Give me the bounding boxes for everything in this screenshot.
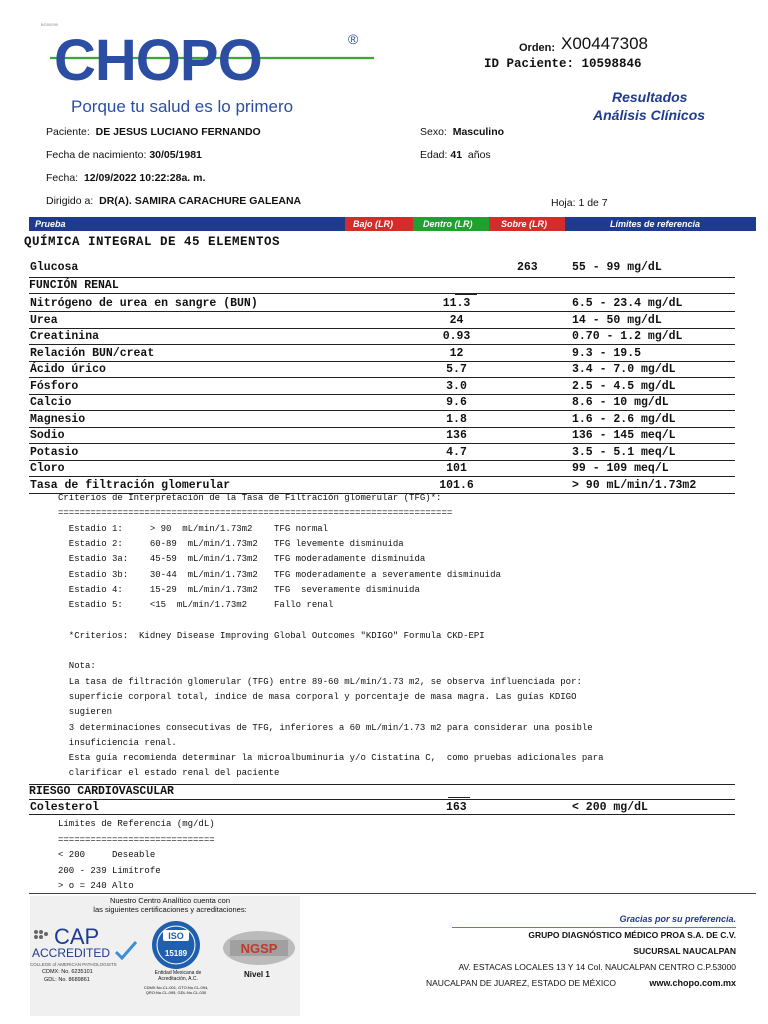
- note-line: Criterios de Interpretación de la Tasa de Filtración glomerular (TFG)*:: [58, 493, 442, 503]
- test-value: 101: [446, 462, 467, 475]
- row-separator: [29, 293, 735, 294]
- note-line: Límites de Referencia (mg/dL): [58, 819, 215, 829]
- cert-line2: las siguientes certificaciones y acreditaciones:: [93, 905, 247, 914]
- cert-heading: [40, 896, 300, 914]
- nacimiento-field: [46, 149, 202, 161]
- exam-title: QUÍMICA INTEGRAL DE 45 ELEMENTOS: [24, 235, 281, 249]
- test-reference: 0.70 - 1.2 mg/dL: [572, 330, 683, 343]
- result-row: [29, 412, 735, 428]
- test-value: 9.6: [446, 396, 467, 409]
- band-prueba-label: Prueba: [35, 219, 66, 229]
- note-line: Esta guía recomienda determinar la microalbuminuria y/o Cistatina C, como pruebas adicionales para: [58, 753, 604, 763]
- result-row-glucosa: [29, 260, 735, 276]
- test-value-high: 263: [517, 261, 538, 274]
- test-name: Ácido úrico: [30, 363, 106, 376]
- note-line: sugieren: [58, 707, 113, 717]
- green-divider: [452, 927, 736, 928]
- row-separator: [29, 410, 735, 411]
- logo-wordmark: CHOPO: [54, 30, 262, 93]
- note-line: Estadio 3a: 45-59 mL/min/1.73m2 TFG moderadamente disminuida: [58, 554, 426, 564]
- test-reference: 9.3 - 19.5: [572, 347, 642, 360]
- ngsp-logo: [220, 928, 298, 968]
- note-line: Nota:: [58, 661, 96, 671]
- test-value: 5.7: [446, 363, 467, 376]
- sexo-value: Masculino: [452, 126, 505, 138]
- note-line: *Criterios: Kidney Disease Improving Global Outcomes "KDIGO" Formula CKD-EPI: [58, 631, 485, 641]
- note-line: 3 determinaciones consecutivas de TFG, inferiores a 60 mL/min/1.73 m2 para considerar una posible: [58, 723, 593, 733]
- cap-text: CAP: [54, 924, 100, 949]
- test-reference: 14 - 50 mg/dL: [572, 314, 662, 327]
- cap-cdmx: CDMX: No. 6235101: [42, 969, 93, 975]
- footer-divider: [29, 893, 756, 894]
- analisis-title: Análisis Clínicos: [593, 107, 706, 123]
- tagline: Porque tu salud es lo primero: [71, 97, 294, 116]
- result-row: [29, 313, 735, 329]
- note-line: 200 - 239 Limítrofe: [58, 866, 161, 876]
- test-reference: 1.6 - 2.6 mg/dL: [572, 413, 676, 426]
- value-marker: [455, 294, 477, 295]
- ngsp-text: NGSP: [240, 941, 278, 956]
- paciente-field: [46, 126, 261, 138]
- test-reference: 3.4 - 7.0 mg/dL: [572, 363, 676, 376]
- hoja-label: Hoja:: [551, 197, 576, 209]
- cap-gdl: GDL: No. 8689861: [44, 977, 90, 983]
- test-reference: 55 - 99 mg/dL: [572, 261, 662, 274]
- row-separator: [29, 377, 735, 378]
- row-separator: [29, 476, 735, 477]
- test-name: Cloro: [30, 462, 65, 475]
- address-line: AV. ESTACAS LOCALES 13 Y 14 Col. NAUCALPAN CENTRO C.P.53000: [458, 962, 736, 972]
- grupo-name: GRUPO DIAGNÓSTICO MÉDICO PROA S.A. DE C.V.: [528, 930, 736, 940]
- test-value: 3.0: [446, 380, 467, 393]
- fecha-label: Fecha:: [46, 172, 79, 184]
- test-name: Colesterol: [30, 801, 100, 814]
- band-limites-label: Límites de referencia: [610, 219, 701, 229]
- test-name: Relación BUN/creat: [30, 347, 155, 360]
- test-value: 1.8: [446, 413, 467, 426]
- iso-number: 15189: [164, 949, 188, 958]
- band-sobre-label: Sobre (LR): [501, 219, 547, 229]
- result-row: [29, 296, 735, 312]
- note-line: > o = 240 Alto: [58, 881, 134, 891]
- note-line: La tasa de filtración glomerular (TFG) entre 89-60 mL/min/1.73 m2, se observa influenciada por:: [58, 677, 582, 687]
- dirigido-field: [46, 195, 301, 207]
- note-line: Estadio 3b: 30-44 mL/min/1.73m2 TFG moderadamente a severamente disminuida: [58, 570, 501, 580]
- test-value: 101.6: [439, 479, 474, 492]
- sexo-field: [420, 126, 504, 138]
- result-row: [29, 395, 735, 411]
- hoja-value: 1 de 7: [578, 197, 608, 209]
- test-name: Creatinina: [30, 330, 100, 343]
- iso-text: ISO: [168, 931, 184, 941]
- band-dentro: [413, 217, 489, 231]
- test-name: Calcio: [30, 396, 72, 409]
- row-separator: [29, 311, 735, 312]
- test-value: 12: [449, 347, 464, 360]
- gracias-text: Gracias por su preferencia.: [619, 914, 736, 924]
- ngsp-nivel: Nivel 1: [244, 970, 270, 979]
- dirigido-value: DR(A). SAMIRA CARACHURE GALEANA: [99, 195, 302, 207]
- test-name: Potasio: [30, 446, 79, 459]
- test-value: 24: [449, 314, 464, 327]
- sexo-label: Sexo:: [420, 126, 447, 138]
- iso-15189-logo: [145, 920, 207, 970]
- test-value: 163: [446, 801, 467, 814]
- fecha-field: [46, 172, 205, 184]
- cap-subtitle: COLLEGE of AMERICAN PATHOLOGISTS: [30, 962, 117, 967]
- orden-label: Orden:: [519, 42, 556, 54]
- section-funcion-renal: FUNCIÓN RENAL: [29, 279, 119, 292]
- row-separator: [29, 814, 735, 815]
- result-row: [29, 362, 735, 378]
- row-separator: [29, 277, 735, 278]
- edad-label: Edad:: [420, 149, 448, 161]
- website-link[interactable]: www.chopo.com.mx: [649, 978, 736, 988]
- test-value: 11.3: [442, 297, 471, 310]
- test-name: Nitrógeno de urea en sangre (BUN): [30, 297, 258, 310]
- fecha-value: 12/09/2022 10:22:28a. m.: [83, 172, 206, 184]
- paciente-label: Paciente:: [46, 126, 90, 138]
- result-row: [29, 461, 735, 477]
- section-riesgo-cardiovascular: RIESGO CARDIOVASCULAR: [29, 785, 174, 798]
- dirigido-label: Dirigido a:: [46, 195, 94, 207]
- hoja-field: [551, 197, 608, 209]
- orden-value: X00447308: [561, 34, 648, 53]
- band-sobre: [489, 217, 565, 231]
- accredited-text: ACCREDITED: [32, 946, 111, 960]
- test-reference: 99 - 109 meq/L: [572, 462, 669, 475]
- result-row: [29, 428, 735, 444]
- note-line: =========================================================================: [58, 508, 453, 518]
- test-value: 4.7: [446, 446, 467, 459]
- test-name: Urea: [30, 314, 58, 327]
- band-dentro-label: Dentro (LR): [423, 219, 473, 229]
- band-limites: [565, 217, 756, 231]
- id-label: ID Paciente:: [484, 57, 575, 71]
- edad-value: 41: [450, 149, 463, 161]
- paciente-value: DE JESUS LUCIANO FERNANDO: [95, 126, 261, 138]
- test-name: Sodio: [30, 429, 65, 442]
- test-name: Magnesio: [30, 413, 86, 426]
- id-paciente: [484, 57, 642, 71]
- test-reference: < 200 mg/dL: [572, 801, 648, 814]
- nacimiento-value: 30/05/1981: [149, 149, 202, 161]
- result-row: [29, 445, 735, 461]
- note-line: superficie corporal total, índice de masa corporal y porcentaje de masa magra. Las guías KDIGO: [58, 692, 577, 702]
- row-separator: [29, 344, 735, 345]
- logo-code: BG00099: [41, 22, 58, 27]
- test-reference: > 90 mL/min/1.73m2: [572, 479, 697, 492]
- row-separator: [29, 443, 735, 444]
- test-reference: 136 - 145 meq/L: [572, 429, 676, 442]
- value-marker: [448, 797, 470, 798]
- test-reference: 3.5 - 5.1 meq/L: [572, 446, 676, 459]
- result-row: [29, 478, 735, 494]
- band-prueba: [29, 217, 345, 231]
- result-row: [29, 346, 735, 362]
- edad-field: [420, 149, 491, 161]
- edad-unit: años: [467, 149, 491, 161]
- logo-registered-mark: ®: [348, 31, 359, 47]
- cap-accredited-logo: [30, 924, 140, 962]
- note-line: clarificar el estado renal del paciente: [58, 768, 280, 778]
- test-value: 136: [446, 429, 467, 442]
- band-bajo: [345, 217, 413, 231]
- test-name: Glucosa: [30, 261, 79, 274]
- iso-codes: CDMX:No.CL-001, GTO:No.CL-094, QRO:No.CL-095, GDL:No.CL-030: [143, 985, 209, 995]
- band-bajo-label: Bajo (LR): [353, 219, 393, 229]
- test-name: Fósforo: [30, 380, 79, 393]
- result-row: [29, 329, 735, 345]
- test-reference: 8.6 - 10 mg/dL: [572, 396, 669, 409]
- test-reference: 2.5 - 4.5 mg/dL: [572, 380, 676, 393]
- note-line: < 200 Deseable: [58, 850, 156, 860]
- note-line: Estadio 1: > 90 mL/min/1.73m2 TFG normal: [58, 524, 329, 534]
- cert-line1: Nuestro Centro Analítico cuenta con: [109, 896, 231, 905]
- note-line: Estadio 5: <15 mL/min/1.73m2 Fallo renal: [58, 600, 334, 610]
- test-value: 0.93: [442, 330, 471, 343]
- result-row: [29, 379, 735, 395]
- city-line: NAUCALPAN DE JUAREZ, ESTADO DE MÉXICO: [426, 978, 617, 988]
- test-reference: 6.5 - 23.4 mg/dL: [572, 297, 683, 310]
- resultados-title: Resultados: [612, 89, 688, 105]
- note-line: =============================: [58, 835, 215, 845]
- nacimiento-label: Fecha de nacimiento:: [46, 149, 147, 161]
- note-line: insuficiencia renal.: [58, 738, 177, 748]
- test-name: Tasa de filtración glomerular: [30, 479, 231, 492]
- sucursal-name: SUCURSAL NAUCALPAN: [633, 946, 736, 956]
- iso-subtitle: Entidad Mexicana de Acreditación, A.C.: [154, 970, 202, 982]
- id-value: 10598846: [581, 57, 642, 71]
- note-line: Estadio 4: 15-29 mL/min/1.73m2 TFG severamente disminuida: [58, 585, 420, 595]
- note-line: Estadio 2: 60-89 mL/min/1.73m2 TFG levemente disminuida: [58, 539, 404, 549]
